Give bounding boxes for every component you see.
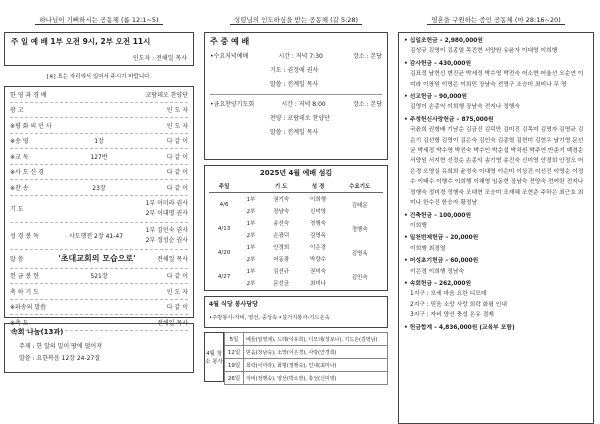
wed-name: •수요저녁예배 <box>210 53 249 60</box>
order-label: ※평 화 의 인 사 <box>10 122 52 130</box>
schedule-cell: 문선균 <box>273 281 290 287</box>
offering-names: 이희행 <box>410 222 427 229</box>
wed-prayer: 기도 : 권정애 권사 <box>270 67 319 74</box>
schedule-date: 4/6 <box>219 202 229 208</box>
prayer-p2: 2부 이대명 권사 <box>145 209 188 217</box>
order-right: 다 같 이 <box>166 169 188 177</box>
schedule-cell: 안경희 <box>273 245 290 251</box>
order-row <box>10 118 188 134</box>
schedule-cell: 김명옥 <box>310 233 326 239</box>
col1-header: 하나님이 기뻐하시는 공동체 (롬 12:1~5) <box>4 14 194 26</box>
fellowship-scripture: 말씀 : 요한복음 12장 24-27절 <box>19 355 101 362</box>
cleaning-row <box>225 333 388 346</box>
kitchen-title: 4월 식당 봉사담당 <box>209 301 258 308</box>
order-label: 헌 금 봉 헌 <box>10 273 39 281</box>
reading-p1: 1부 김민숙 권사 <box>145 226 188 234</box>
offering-heading: • 헌금합계 – 4,836,000원 (교육부 포함) <box>404 324 515 331</box>
order-right: 다 같 이 <box>166 153 188 161</box>
offering-names: 이은경 이희행 정남숙 <box>410 268 465 275</box>
prayer-p1: 1부 이미라 권사 <box>145 199 188 207</box>
schedule-cell: 장남숙 <box>273 209 290 215</box>
cleaning-table <box>224 332 388 385</box>
fri-name: •금요찬양기도회 <box>210 101 255 108</box>
order-row <box>10 180 188 196</box>
schedule-cell: 정행숙 <box>310 221 326 227</box>
order-right: 다 같 이 <box>166 184 188 192</box>
column-offerings <box>398 0 594 424</box>
order-row <box>10 87 188 103</box>
order-row <box>10 103 188 119</box>
fri-praise: 찬양 : 코람데오 찬양단 <box>270 115 330 122</box>
schedule-cell: 1부 <box>246 197 256 203</box>
service-leader: 인도자 : 전해일 목사 <box>132 55 187 62</box>
cleaning-side-label: 4월 청소 봉사 <box>204 332 224 382</box>
order-right: 전해일 목사 <box>157 319 188 327</box>
order-right: 인 도 자 <box>166 107 188 115</box>
offering-heading: • 선교헌금 – 90,000원 <box>404 94 468 101</box>
schedule-header: 수요기도 <box>336 180 383 193</box>
standing-note: [※] 표는 자리에서 일어서 주시기 바랍니다. <box>46 74 152 80</box>
column-worship <box>4 0 194 424</box>
schedule-wed: 김태문 <box>351 203 368 209</box>
order-label: 말 씀 <box>10 256 24 263</box>
cleaning-row <box>225 359 388 372</box>
order-row-prayer <box>10 196 188 223</box>
schedule-row <box>209 241 383 253</box>
offering-names: 김표정 남현신 변진균 박세정 박수영 박전숙 어소현 어율선 오순연 이미라 이창원 이영은 이희민 장남숙 전영구 조승미 최미나 무 명 <box>410 71 584 88</box>
offering-heading: • 감사헌금 – 430,000원 <box>404 60 472 67</box>
order-right: 인 도 자 <box>166 122 188 130</box>
fri-service <box>210 99 382 136</box>
order-label: 광 고 <box>10 107 24 115</box>
schedule-cell: 권기숙 <box>273 197 290 203</box>
schedule-header: 성 경 <box>300 180 337 193</box>
order-row <box>10 165 188 181</box>
fellowship-title: 속회 나눔(13과) <box>11 328 64 336</box>
schedule-cell: 이희행 <box>310 197 326 203</box>
offering-heading: • 주정헌신사랑헌금 – 875,000원 <box>404 116 494 123</box>
order-right: 다 같 이 <box>166 273 188 281</box>
cleaning-day: 12일 <box>225 346 244 359</box>
schedule-cell: 최미나 <box>310 281 326 287</box>
offering-heading: • 어성초기헌금 – 60,000원 <box>404 258 479 265</box>
schedule-header: 기 도 <box>263 180 300 193</box>
offering-heading: • 건축헌금 – 100,000원 <box>404 212 472 219</box>
schedule-row <box>209 217 383 229</box>
schedule-date: 4/13 <box>217 226 231 232</box>
schedule-wed: 김민숙 <box>351 275 368 281</box>
schedule-cell: 권미숙 <box>310 269 326 275</box>
order-mid: 1장 <box>94 138 104 146</box>
cleaning-groups: 믿음(장남숙), 소망(이은경), 사랑(안경희) <box>244 346 388 359</box>
schedule-cell: 2부 <box>246 281 256 287</box>
schedule-cell: 손광덕 <box>273 233 290 239</box>
order-label: ※축 도 <box>10 319 29 327</box>
order-mid: 23장 <box>92 184 106 192</box>
order-label: ※사 도 신 경 <box>10 169 44 177</box>
kitchen-box <box>204 296 388 328</box>
service-box <box>4 32 194 66</box>
cleaning-box <box>204 332 388 385</box>
midweek-title: 주 중 예 배 <box>210 37 250 46</box>
order-label: ※교 독 <box>10 153 29 161</box>
order-label: 축 하 기 도 <box>10 288 39 296</box>
schedule-box <box>204 165 388 291</box>
schedule-cell: 이은경 <box>310 245 326 251</box>
schedule-cell: 2부 <box>246 257 256 263</box>
order-row <box>10 269 188 285</box>
column-midweek <box>204 0 388 424</box>
wed-preacher: 말씀 : 전계일 목사 <box>270 81 319 88</box>
fri-time: 시간 : 저녁 8:00 <box>281 101 326 108</box>
order-label: 기 도 <box>10 206 24 213</box>
schedule-row <box>209 265 383 277</box>
reading-ref: 사도행전 2장 41-47 <box>68 233 124 240</box>
order-mid: 127번 <box>90 153 108 161</box>
order-label: ※송 영 <box>10 138 29 146</box>
schedule-cell: 2부 <box>246 209 256 215</box>
fellowship-box <box>4 323 194 373</box>
wed-place: 장소 : 본당 <box>352 53 382 60</box>
schedule-wed: 김명옥 <box>351 251 368 257</box>
kitchen-line: •주방봉사-자비, 영선, 중성속 •설거지봉사-기드온속 <box>209 315 330 321</box>
reading-p2: 2부 정성순 권사 <box>145 236 188 244</box>
cleaning-day: 26일 <box>225 372 244 385</box>
col2-header: 성령님의 인도하심을 받는 공동체 (갈 5:28) <box>204 14 388 26</box>
schedule-cell: 신미영 <box>310 209 326 215</box>
order-of-worship <box>4 86 194 327</box>
fellowship-topic: 주제 : 한 알의 밀이 땅에 떨어져 <box>19 343 103 350</box>
schedule-title: 2025년 4월 예배 섬김 <box>259 169 333 177</box>
offering-names: 이희행 최경열 <box>410 245 446 252</box>
schedule-date: 4/27 <box>217 274 231 280</box>
order-row <box>10 149 188 165</box>
schedule-cell: 송선숙 <box>273 221 290 227</box>
order-row-reading <box>10 223 188 250</box>
sermon-preacher: 전해일 목사 <box>157 256 188 263</box>
offerings-box <box>398 32 594 424</box>
schedule-cell: 1부 <box>246 245 256 251</box>
order-label: 성 경 봉 독 <box>10 233 39 240</box>
offering-heading: • 십일조헌금 – 2,980,000원 <box>404 38 483 44</box>
schedule-cell: 박량수 <box>310 257 326 263</box>
schedule-wed: 정행숙 <box>351 227 368 233</box>
order-right: 코람데오 찬양단 <box>145 91 188 99</box>
offering-heading: • 일천번제헌금 – 20,000원 <box>404 235 479 242</box>
order-label: 한 영 과 경 배 <box>10 91 47 99</box>
order-right: 인 도 자 <box>166 288 188 296</box>
schedule-row <box>209 193 383 206</box>
cleaning-row <box>225 372 388 385</box>
cleaning-groups: 희락(이미라), 화평(정행숙), 인내(최미나) <box>244 359 388 372</box>
schedule-cell: 2부 <box>246 233 256 239</box>
offering-names: 김성규 김영이 김종열 목진현 서양원 유윤자 이대영 이희행 <box>410 48 558 55</box>
order-label: ※파송의 말씀 <box>10 304 46 312</box>
cleaning-row <box>225 346 388 359</box>
order-row-sermon <box>10 250 188 269</box>
midweek-box <box>204 32 388 160</box>
col3-header: 영혼을 구원하는 증인 공동체 (마 28:16~20) <box>398 14 594 26</box>
fri-place: 장소 : 본당 <box>352 101 382 108</box>
wed-service <box>210 51 382 88</box>
order-label: ※찬 송 <box>10 184 29 192</box>
schedule-cell: 1부 <box>246 221 256 227</box>
schedule-table <box>209 180 383 289</box>
cleaning-groups: 자비(정행숙), 양선(박소영), 충성(신미영) <box>244 372 388 385</box>
order-row <box>10 300 188 316</box>
schedule-cell: 김선규 <box>273 269 290 275</box>
offering-heading: • 속회헌금 – 262,000원 <box>404 280 472 287</box>
order-right: 다 같 이 <box>166 304 188 312</box>
order-right: 다 같 이 <box>166 138 188 146</box>
order-row <box>10 284 188 300</box>
service-title: 주 일 예 배 1부 오전 9시, 2부 오전 11시 <box>11 37 151 46</box>
order-mid: 521장 <box>90 273 108 281</box>
prayer-people <box>70 199 188 219</box>
offering-names: 국윤희 권형배 기남순 김금진 김덕만 김미진 김목미 김명자 김명규 김순기 김선형 김영이 김은숙 김인숙 김종열 김현미 김현우 남기영 문선균 박세정 박수영 박전숙 박수인 박순섭 박치원 박주연 반준기 백경순 서양원 서지현 선정순 손종익 송기영 송진숙 신미영 안경희 안정오 어은경 오영실 유희희 윤정숙 이대영 이은미 이상진 이선진 이영순 이정수 이태수 이행수 이희행 이혜영 임동현 장남숙 전양숙 전여란 전지나 정행숙 정미경 정행숙 조대현 조승미 조재혜 조현준 주하은 최근호 최미나 한수진 한승자 황정남 <box>410 127 584 207</box>
schedule-date: 4/20 <box>217 250 231 256</box>
schedule-cell: 어동광 <box>273 257 290 263</box>
reading-people <box>128 226 188 246</box>
cleaning-day: 19일 <box>225 359 244 372</box>
sermon-title: '초대교회의 모습으로' <box>58 254 136 263</box>
cleaning-groups: 베들(임영제), 드레(이유희), 디모데(성보나), 기드온(김영남) <box>244 333 388 346</box>
offering-names: 김영이 손종익 이희행 장남숙 전지나 정행숙 <box>410 104 521 111</box>
schedule-cell: 1부 <box>246 269 256 275</box>
wed-time: 시간 : 저녁 7:30 <box>278 53 323 60</box>
offering-names: 1지구 : 모세 마음 요한 디모데 2지구 : 믿음 소망 사랑 희락 화평 인내 3지구 : 자비 양선 충성 온유 절제 <box>410 291 507 319</box>
schedule-header: 주일 <box>209 180 239 193</box>
cleaning-day: 5일 <box>225 333 244 346</box>
fri-preacher: 말씀 : 전계일 목사 <box>270 129 319 136</box>
order-row <box>10 134 188 150</box>
